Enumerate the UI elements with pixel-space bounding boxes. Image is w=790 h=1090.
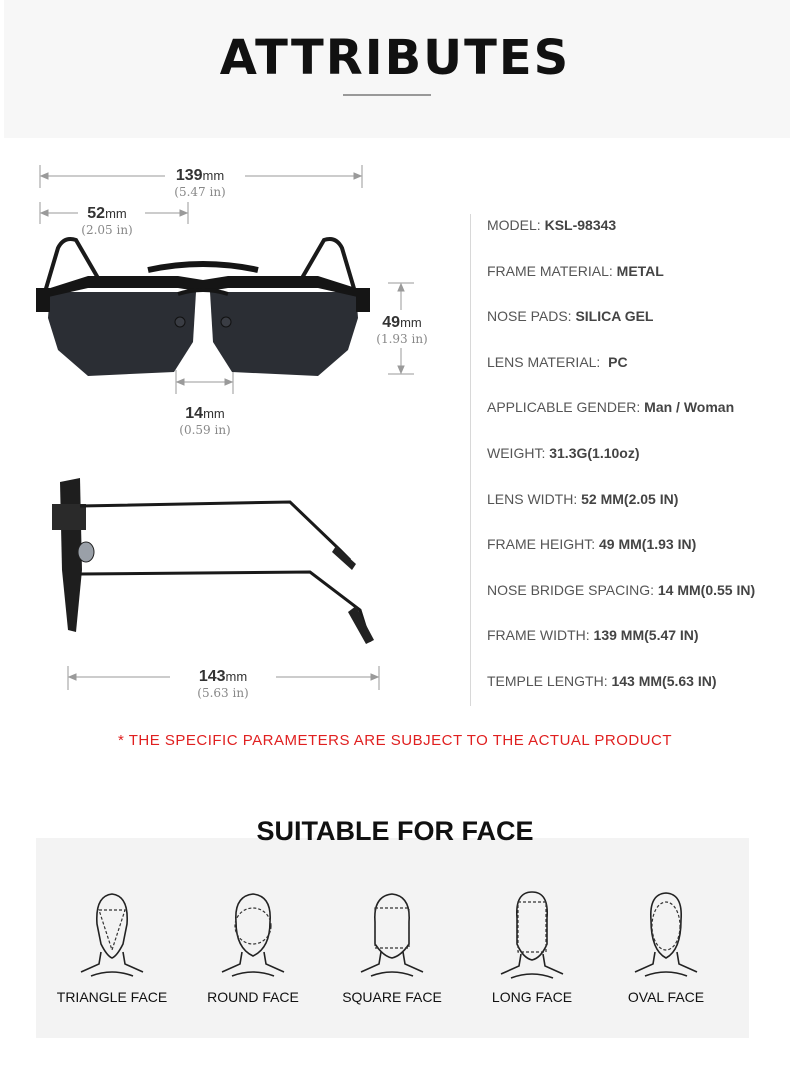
face-label: LONG FACE xyxy=(491,989,573,1005)
spec-row-lens-material xyxy=(487,349,787,395)
spec-label: WEIGHT: xyxy=(487,444,550,461)
temple-length-label xyxy=(173,668,273,700)
spec-value: KSL-98343 xyxy=(544,217,617,233)
long-face-icon xyxy=(497,888,567,980)
bridge-label xyxy=(160,405,250,437)
spec-row-lens-width xyxy=(487,486,787,532)
lens-height-unit: mm xyxy=(400,315,422,330)
spec-value: 143 MM(5.63 IN) xyxy=(611,672,717,689)
spec-label: LENS WIDTH: xyxy=(487,490,582,507)
spec-row-frame-height xyxy=(487,531,787,577)
spec-row-weight xyxy=(487,440,787,486)
spec-value: 14 MM(0.55 IN) xyxy=(657,581,756,598)
disclaimer-notice: * THE SPECIFIC PARAMETERS ARE SUBJECT TO THE ACTUAL PRODUCT xyxy=(117,732,673,749)
face-label: ROUND FACE xyxy=(207,989,299,1005)
spec-label: APPLICABLE GENDER: xyxy=(487,399,645,416)
temple-length-inches: (5.63 in) xyxy=(197,686,249,700)
spec-label: LENS MATERIAL: xyxy=(487,353,609,370)
total-width-value: 139 xyxy=(175,167,203,184)
spec-value: 52 MM(2.05 IN) xyxy=(581,490,679,507)
spec-row-model xyxy=(487,212,787,258)
face-label: OVAL FACE xyxy=(627,989,705,1005)
temple-length-unit: mm xyxy=(225,669,248,684)
triangle-face-icon xyxy=(77,888,147,980)
spec-value: METAL xyxy=(616,262,664,279)
spec-row-frame-width xyxy=(487,622,787,668)
lens-height-inches: (1.93 in) xyxy=(376,332,428,346)
spec-value: 139 MM(5.47 IN) xyxy=(593,627,699,644)
spec-value: Man / Woman xyxy=(644,399,735,416)
spec-value: 31.3G(1.10oz) xyxy=(549,444,640,461)
spec-label: NOSE BRIDGE SPACING: xyxy=(487,581,658,598)
face-label: TRIANGLE FACE xyxy=(56,989,168,1005)
lens-height-value: 49 xyxy=(382,314,401,331)
face-item-long xyxy=(467,888,597,1005)
spec-label: MODEL: xyxy=(487,217,545,233)
spec-value: 49 MM(1.93 IN) xyxy=(599,536,697,553)
face-label: SQUARE FACE xyxy=(342,989,442,1005)
spec-list xyxy=(487,212,787,714)
spec-row-temple-length xyxy=(487,668,787,714)
spec-label: FRAME WIDTH: xyxy=(487,627,594,644)
lens-width-value: 52 xyxy=(87,205,106,222)
face-section-title: SUITABLE FOR FACE xyxy=(256,816,534,846)
spec-divider xyxy=(470,214,471,706)
spec-row-gender xyxy=(487,394,787,440)
lens-width-inches: (2.05 in) xyxy=(81,223,133,237)
face-item-round xyxy=(188,888,318,1005)
total-width-unit: mm xyxy=(202,168,225,183)
sunglasses-side-image xyxy=(40,470,385,650)
spec-value: SILICA GEL xyxy=(575,308,654,325)
total-width-inches: (5.47 in) xyxy=(174,185,226,199)
face-item-triangle xyxy=(47,888,177,1005)
spec-label: FRAME MATERIAL: xyxy=(487,262,617,279)
bridge-inches: (0.59 in) xyxy=(179,423,231,437)
spec-label: TEMPLE LENGTH: xyxy=(487,672,612,689)
lens-width-unit: mm xyxy=(105,206,127,221)
square-face-icon xyxy=(357,888,427,980)
round-face-icon xyxy=(218,888,288,980)
spec-row-frame-material xyxy=(487,258,787,304)
spec-value: PC xyxy=(608,353,628,370)
spec-label: FRAME HEIGHT: xyxy=(487,536,600,553)
spec-row-nose-pads xyxy=(487,303,787,349)
face-item-oval xyxy=(601,888,731,1005)
bridge-unit: mm xyxy=(203,406,225,421)
spec-label: NOSE PADS: xyxy=(487,308,576,325)
sunglasses-front-image xyxy=(28,230,378,390)
face-item-square xyxy=(327,888,457,1005)
total-width-label xyxy=(150,167,250,199)
temple-length-value: 143 xyxy=(198,668,226,685)
oval-face-icon xyxy=(631,888,701,980)
spec-row-nose-bridge xyxy=(487,577,787,623)
page-title: ATTRIBUTES xyxy=(219,30,571,86)
bridge-value: 14 xyxy=(185,405,204,422)
